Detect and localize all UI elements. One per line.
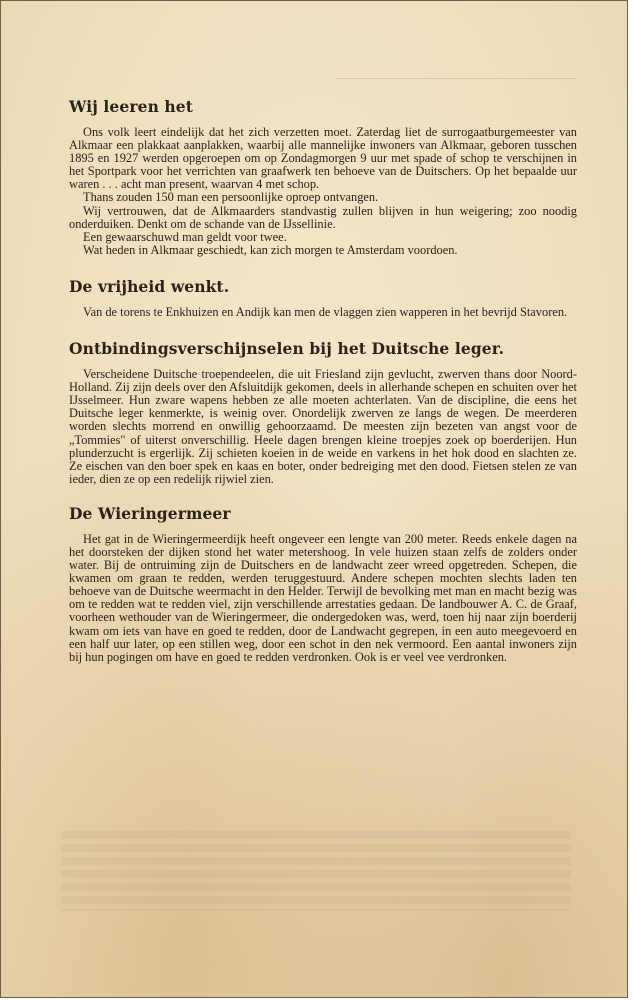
paragraph: Wat heden in Alkmaar geschiedt, kan zich morgen te Amsterdam voordoen. <box>83 242 458 257</box>
document-content <box>69 97 577 682</box>
section-heading: De Wieringermeer <box>69 503 231 523</box>
section-ontbindingsverschijnselen <box>69 339 577 486</box>
section-heading: Wij leeren het <box>69 97 194 116</box>
paragraph: Verscheidene Duitsche troependeelen, die uit Friesland zijn gevlucht, zwerven thans door Noord-Holland. Zij zijn deels over den Afsluitdijk gekomen, deels in allerhande schepen en schuiten over het IJsselmeer. Hun zware wapens hebben ze alle moeten achterlaten. Van de discipline, die eens het Duitsche leger kenmerkte, is weinig over. Onordelijk zwerven ze langs de wegen. De meerderen worden slechts morrend en onwillig gehoorzaamd. De meesten zijn bezeten van angst voor de „Tommies" of uiterst onverschillig. Heele dagen brengen kleine troepjes zoek op boerderijen. Hun plunderzucht is ergerlijk. Zij schieten koeien in de weide en varkens in het hok dood en slachten ze. Ze eischen van den boer spek en kaas en boter, onder bedreiging met den dood. Fietsen stelen ze van ieder, dien ze op een redelijk rijwiel zien. <box>69 367 577 486</box>
bleed-through-header <box>336 64 576 79</box>
paragraph: Een gewaarschuwd man geldt voor twee. <box>83 229 287 244</box>
paragraph: Van de torens te Enkhuizen en Andijk kan men de vlaggen zien wapperen in het bevrijd Stavoren. <box>83 304 568 319</box>
section-de-wieringermeer <box>69 504 577 664</box>
paragraph: Thans zouden 150 man een persoonlijke oproep ontvangen. <box>83 190 379 205</box>
paragraph: Ons volk leert eindelijk dat het zich verzetten moet. Zaterdag liet de surrogaatburgemeester van Alkmaar een plakkaat aanplakken, waarbij alle mannelijke inwoners van Alkmaar, geboren tusschen 1895 en 1927 werden opgeroepen om op Zondagmorgen 9 uur met spade of schop te verschijnen in het Sportpark voor het verrichten van graafwerk ten behoeve van de Duitschers. Op het bepaalde uur waren . . . acht man present, waarvan 4 met schop. <box>69 125 577 192</box>
section-heading: De vrijheid wenkt. <box>69 276 230 296</box>
section-heading: Ontbindingsverschijnselen bij het Duitsche leger. <box>69 339 505 359</box>
section-de-vrijheid-wenkt <box>69 277 577 319</box>
section-wij-leeren-het <box>69 97 577 257</box>
bleed-through-text <box>61 831 571 911</box>
paragraph: Wij vertrouwen, dat de Alkmaarders standvastig zullen blijven in hun weigering; zoo noodig onderduiken. Denkt om de schande van de IJssellinie. <box>69 203 577 231</box>
paragraph: Het gat in de Wieringermeerdijk heeft ongeveer een lengte van 200 meter. Reeds enkele dagen na het doorsteken der dijken stond het water metershoog. In vele huizen staan zelfs de zolders onder water. Bij de ontruiming zijn de Duitschers en de landwacht zeer wreed opgetreden. Schepen, die kwamen om graan te redden, werden teruggestuurd. Andere schepen mochten slechts laden ten behoeve van de Duitsche weermacht in den Helder. Terwijl de bevolking met man en macht bezig was om te redden wat te redden viel, zijn verschillende arrestaties gedaan. De landbouwer A. C. de Graaf, voorheen wethouder van de Wieringermeer, die ondergedoken was, werd, toen hij naar zijn boerderij kwam om iets van have en goed te redden, door de Landwacht gegrepen, in een auto meegevoerd en een half uur later, op een stillen weg, door een schot in den nek vermoord. Een aantal inwoners zijn bij hun pogingen om have en goed te redden verdronken. Ook is er veel vee verdronken. <box>69 531 577 664</box>
